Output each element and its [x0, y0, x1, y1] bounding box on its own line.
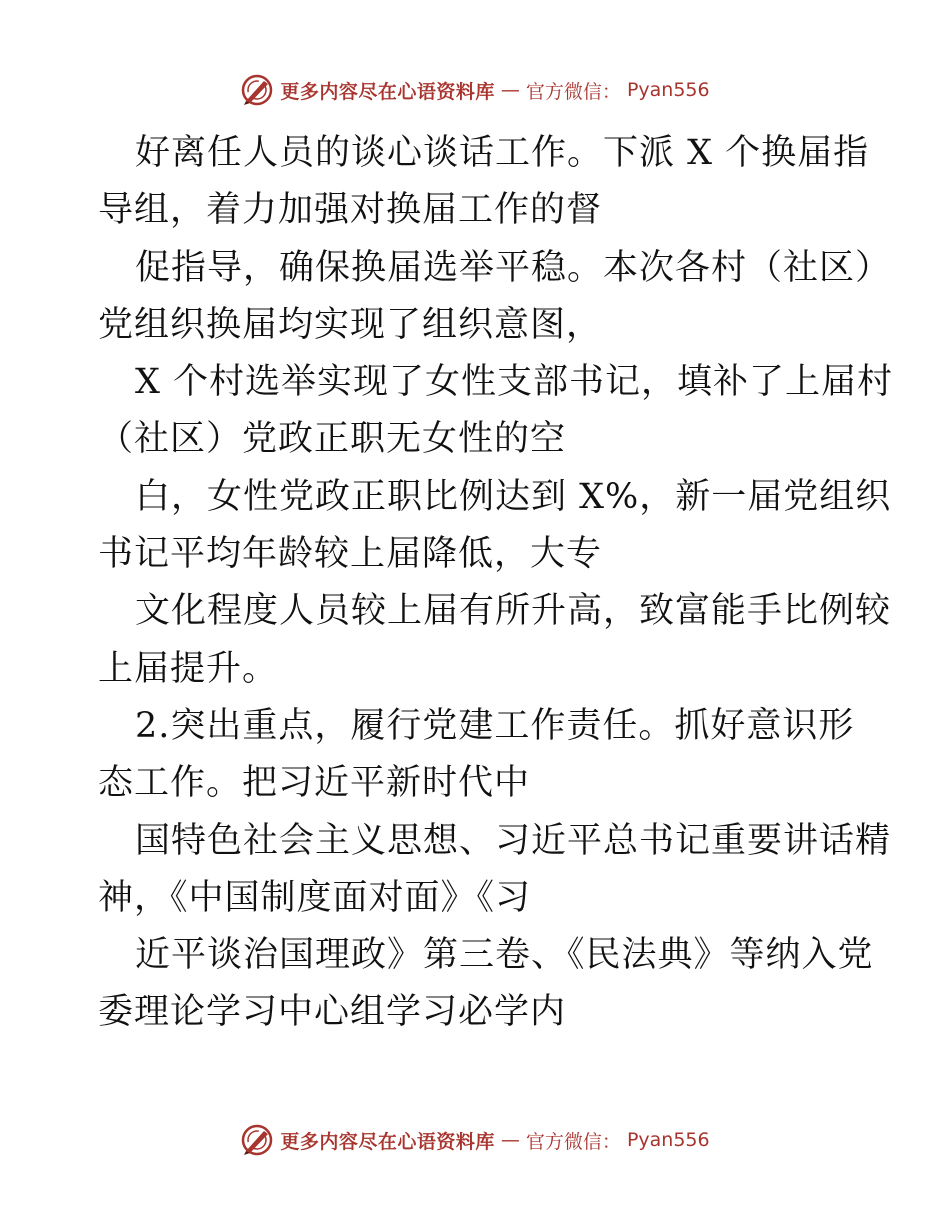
text-line: 书记平均年龄较上届降低，大专 [98, 534, 603, 575]
text-line: 上届提升。 [98, 648, 279, 689]
text-line: 白，女性党政正职比例达到 X%，新一届党组织 [135, 476, 892, 517]
text-line: 近平谈治国理政》第三卷、《民法典》等纳入党 [135, 935, 874, 976]
watermark-separator: — [500, 79, 520, 101]
watermark-wechat-id: Pyan556 [626, 79, 710, 101]
watermark-wechat-label: 官方微信： [525, 1130, 621, 1153]
watermark-text: 更多内容尽在心语资料库 [280, 80, 495, 103]
watermark-separator: — [500, 1129, 520, 1151]
text-line: 2.突出重点，履行党建工作责任。抓好意识形 [135, 705, 855, 746]
text-line: 导组，着力加强对换届工作的督 [98, 190, 603, 231]
text-line: 委理论学习中心组学习必学内 [98, 992, 567, 1033]
text-line: 促指导，确保换届选举平稳。本次各村（社区） [135, 247, 892, 288]
text-line: （社区）党政正职无女性的空 [98, 419, 567, 460]
text-line: 好离任人员的谈心谈话工作。下派 X 个换届指 [135, 133, 870, 173]
header-watermark [0, 70, 950, 110]
text-line: 神，《中国制度面对面》《习 [98, 877, 532, 918]
text-line: 党组织换届均实现了组织意图， [98, 304, 603, 345]
pen-logo-icon [240, 1123, 274, 1157]
text-line: X 个村选举实现了女性支部书记，填补了上届村 [135, 362, 894, 403]
text-line: 态工作。把习近平新时代中 [98, 763, 531, 804]
watermark-wechat-id: Pyan556 [626, 1129, 710, 1151]
watermark-text: 更多内容尽在心语资料库 [280, 1130, 495, 1153]
footer-watermark [0, 1120, 950, 1160]
pen-logo-icon [240, 73, 274, 107]
text-line: 文化程度人员较上届有所升高，致富能手比例较 [135, 591, 892, 632]
document-body [98, 125, 894, 1042]
text-line: 国特色社会主义思想、习近平总书记重要讲话精 [135, 820, 892, 861]
watermark-wechat-label: 官方微信： [525, 80, 621, 103]
